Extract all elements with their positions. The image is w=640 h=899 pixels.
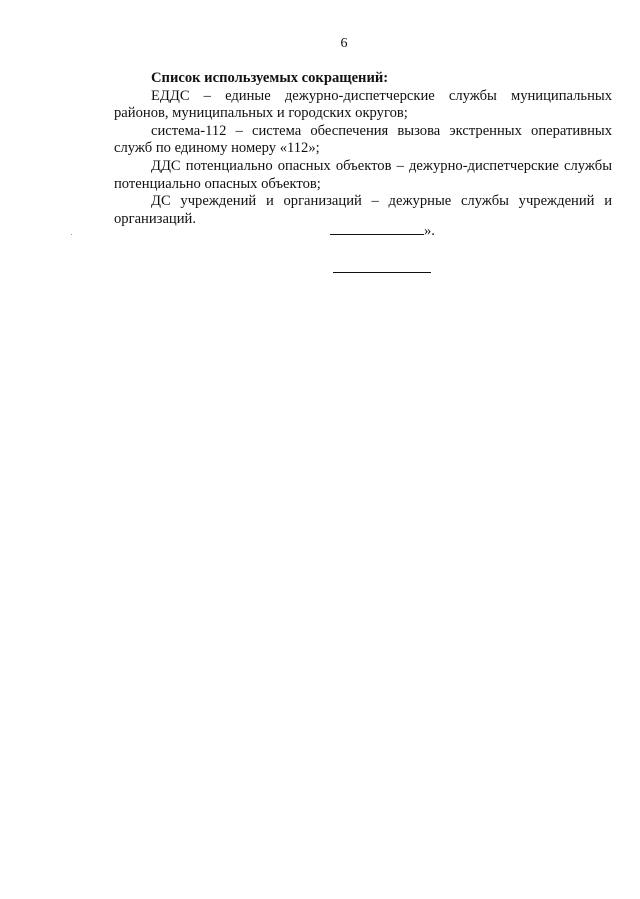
abbreviation-item-system-112: система-112 – система обеспечения вызова экстренных оперативных служб по единому номеру «112»; [114, 122, 612, 157]
abbreviations-section [114, 70, 612, 228]
scan-speck [71, 234, 72, 235]
abbreviation-item-dds: ДДС потенциально опасных объектов – дежурно-диспетчерские службы потенциально опасных объектов; [114, 157, 612, 192]
abbreviations-heading: Список используемых сокращений: [151, 70, 389, 86]
end-divider [333, 272, 431, 273]
abbreviation-item-edds: ЕДДС – единые дежурно-диспетчерские службы муниципальных районов, муниципальных и городских округов; [114, 87, 612, 122]
closing-quote: ». [424, 223, 435, 239]
page-number: 6 [340, 36, 348, 51]
abbreviation-item-ds: ДС учреждений и организаций – дежурные службы учреждений и организаций. [114, 193, 612, 227]
closing-line [330, 222, 435, 241]
closing-underline [330, 222, 424, 235]
